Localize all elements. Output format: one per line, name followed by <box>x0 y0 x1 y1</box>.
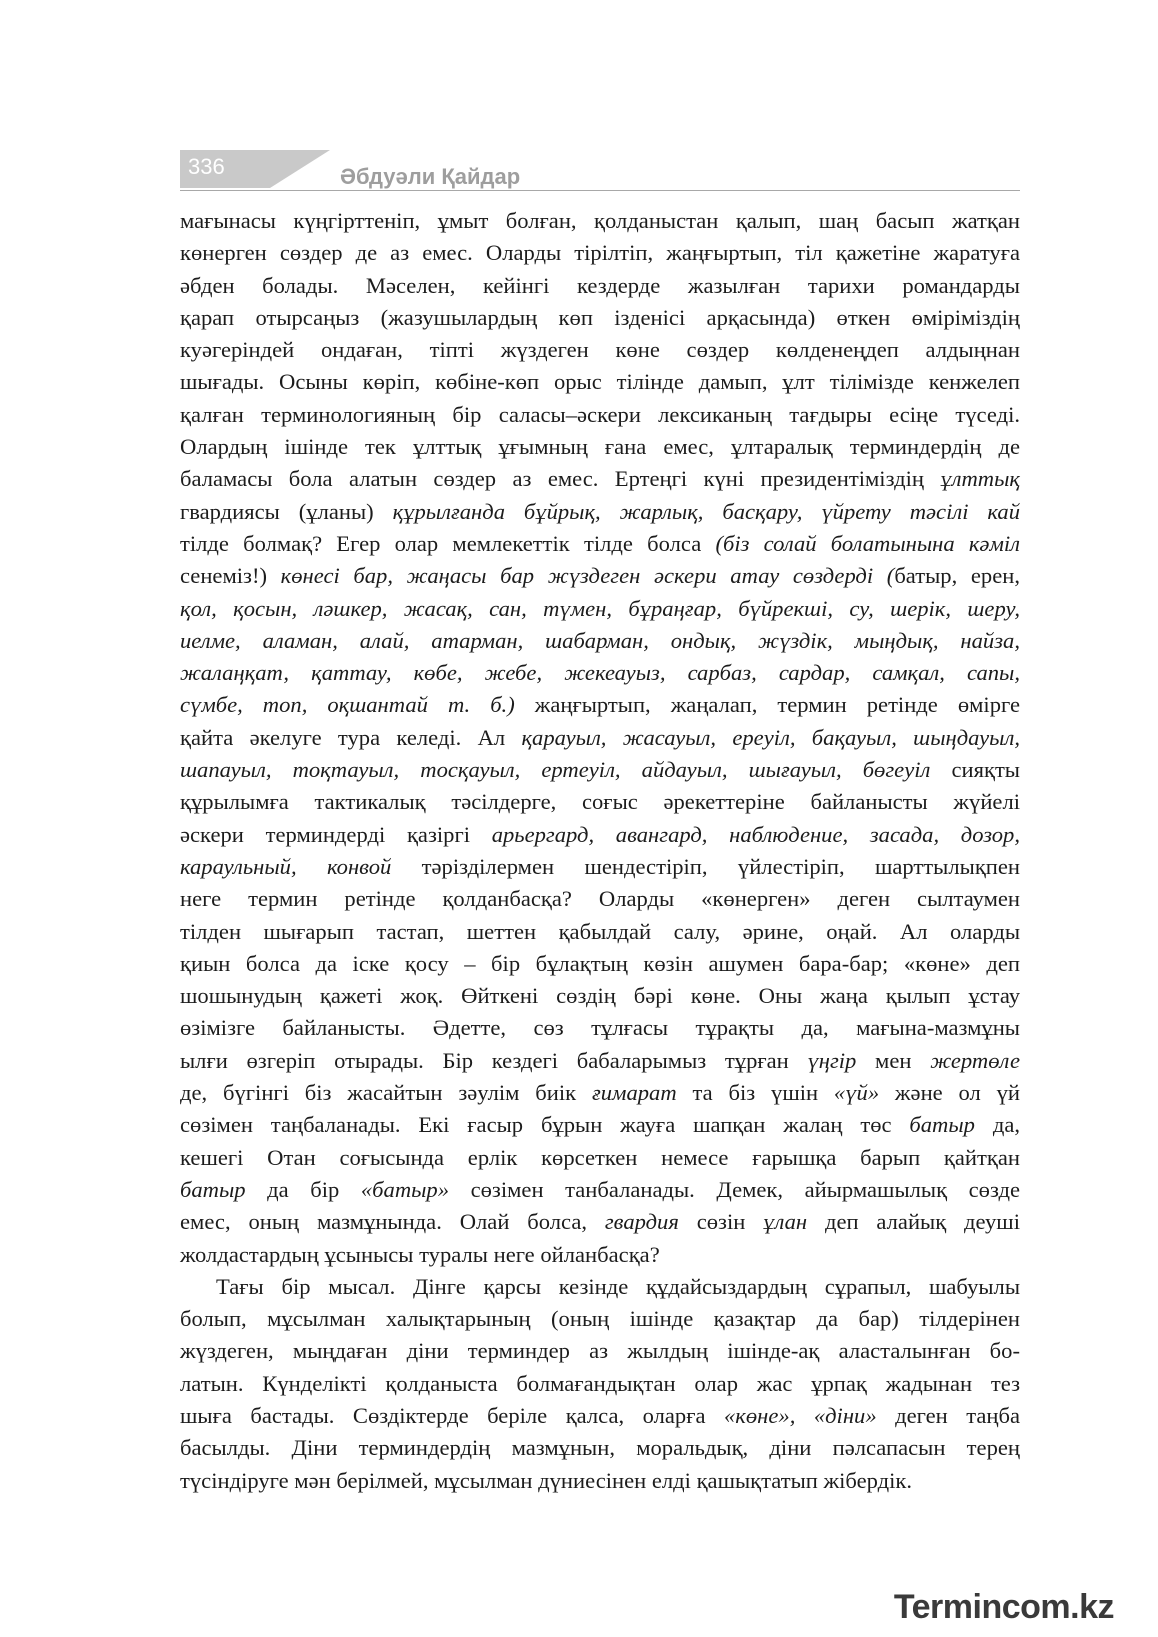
text-segment: сөзімен таңбаланады. Екі ғасыр бұрын жауға шапқан жалаң төс <box>180 1112 910 1138</box>
text-segment: болып, мұсылман халықтарының (оның ішінде қазақтар да бар) тілдерінен <box>180 1306 1020 1332</box>
text-segment: шошынудың қажеті жоқ. Өйткені сөздің бәрі көне. Оны жаңа қылып ұстау <box>180 983 1020 1009</box>
text-line <box>180 237 1020 269</box>
text-segment: өзімізге байланысты. Әдетте, сөз тұлғасы тұрақты да, мағына-мазмұны <box>180 1015 1020 1041</box>
text-line <box>180 1239 1020 1271</box>
text-line <box>180 1012 1020 1044</box>
site-watermark-logo: Termincom.kz <box>893 1588 1114 1626</box>
page-number-tab-slope <box>270 150 330 188</box>
text-line <box>180 270 1020 302</box>
text-segment: Тағы бір мысал. Дінге қарсы кезінде құдайсыздардың сұрапыл, шабуылы <box>216 1273 1020 1299</box>
italic-term: «батыр» <box>360 1176 450 1202</box>
text-line <box>180 1109 1020 1141</box>
text-line <box>180 625 1020 657</box>
text-segment: та біз үшін <box>676 1080 834 1106</box>
italic-term: үңгір <box>807 1047 857 1073</box>
text-line <box>180 1465 1020 1497</box>
body-text <box>180 205 1020 1497</box>
text-line <box>180 689 1020 721</box>
text-line <box>180 722 1020 754</box>
text-line <box>180 786 1020 818</box>
italic-term: қол, қосын, ләшкер, жасақ, сан, түмен, бұраңғар, бүйрекші, су, шерік, шеру, <box>180 595 1020 621</box>
text-segment: да, <box>974 1112 1020 1138</box>
text-segment: тілден шығарып тастап, шеттен қабылдай салу, әрине, оңай. Ал оларды <box>180 918 1020 944</box>
text-line <box>180 528 1020 560</box>
italic-term: ұлттық <box>940 466 1020 492</box>
page-header <box>180 150 1020 198</box>
text-line <box>180 1077 1020 1109</box>
header-divider <box>180 190 1020 191</box>
text-segment: сөзімен танбаланады. Демек, айырмашылық сөзде <box>449 1176 1020 1202</box>
italic-term: (біз солай болатынына кәміл <box>715 530 1020 556</box>
text-line <box>180 1142 1020 1174</box>
italic-term: иелме, аламан, алай, атарман, шабарман, ондық, жүздік, мыңдық, найза, <box>180 627 1020 653</box>
text-segment: мағынасы күңгірттеніп, ұмыт болған, қолданыстан қалып, шаң басып жатқан <box>180 208 1020 233</box>
text-line <box>180 819 1020 851</box>
text-segment: түсіндіруге мән берілмей, мұсылман дүниесінен елді қашықтатып жібердік. <box>180 1467 913 1493</box>
text-line <box>180 1303 1020 1335</box>
text-line <box>180 560 1020 592</box>
text-line <box>180 916 1020 948</box>
text-segment: қайта әкелуге тура келеді. Ал <box>180 724 522 750</box>
text-line <box>180 1206 1020 1238</box>
text-segment: кешегі Отан соғысында ерлік көрсеткен немесе ғарышқа барып қайтқан <box>180 1144 1020 1170</box>
text-segment: жаңғыртып, жаңалап, термин ретінде өмірге <box>514 692 1020 718</box>
text-segment: ылғи өзгеріп отырады. Бір кездегі бабаларымыз тұрған <box>180 1047 808 1073</box>
text-segment: батыр, ерен, <box>894 563 1020 589</box>
italic-term: ғимарат <box>591 1080 677 1106</box>
italic-term: «үй» <box>833 1080 880 1106</box>
text-segment: қарап отырсаңыз (жазушылардың көп ізденісі арқасында) өткен өміріміздің <box>180 304 1020 330</box>
text-segment: мен <box>856 1047 931 1073</box>
text-line <box>180 1174 1020 1206</box>
italic-term: ұлан <box>763 1209 808 1235</box>
text-line <box>180 754 1020 786</box>
text-segment: құрылымға тактикалық тәсілдерге, соғыс әрекеттеріне байланысты жүйелі <box>180 789 1020 815</box>
text-line <box>180 883 1020 915</box>
text-segment: қиын болса да іске қосу – бір бұлақтың көзін ашумен бара-бар; «көне» деп <box>180 950 1020 976</box>
text-line <box>180 1400 1020 1432</box>
italic-term: шапауыл, тоқтауыл, тосқауыл, ертеуіл, айдауыл, шығауыл, бөгеуіл <box>180 757 931 783</box>
text-line <box>180 496 1020 528</box>
italic-term: құрылғанда бұйрық, жарлық, басқару, үйрету тәсілі кай <box>373 498 1020 524</box>
text-segment: жүздеген, мыңдаған діни терминдер аз жылдың ішінде-ақ аласталынған бо- <box>180 1338 1020 1364</box>
text-segment: сияқты <box>930 757 1020 783</box>
text-segment: сенеміз!) <box>180 563 267 589</box>
italic-term: қарауыл, жасауыл, ереуіл, бақауыл, шыңдауыл, <box>521 724 1020 750</box>
text-segment: әскери терминдерді қазіргі <box>180 821 492 847</box>
text-segment: деген таңба <box>876 1402 1020 1428</box>
text-segment: басылды. Діни терминдердің мазмұнын, моральдық, діни пәлсапасын терең <box>180 1435 1020 1461</box>
text-segment: Олардың ішінде тек ұлттық ұғымның ғана емес, ұлтаралық терминдердің де <box>180 434 1020 460</box>
text-segment: және ол үй <box>879 1080 1020 1106</box>
text-line <box>180 431 1020 463</box>
text-line <box>180 980 1020 1012</box>
italic-term: арьергард, авангард, наблюдение, засада, дозор, <box>491 821 1020 847</box>
text-segment: тілде болмақ? Егер олар мемлекеттік тілде болса <box>180 530 716 556</box>
text-line <box>180 302 1020 334</box>
italic-term: караульный, конвой <box>180 853 392 879</box>
text-segment: тәрізділермен шендестіріп, үйлестіріп, шарттылықпен <box>391 853 1021 879</box>
italic-term: жалаңқат, қаттау, көбе, жебе, жекеауыз, сарбаз, сардар, самқал, сапы, <box>180 660 1020 686</box>
text-segment: баламасы бола алатын сөздер аз емес. Ертеңгі күні президентіміздің <box>180 466 941 492</box>
text-segment: гвардиясы (ұланы) <box>180 498 374 524</box>
text-segment: деп алайық деуші <box>807 1209 1020 1235</box>
text-segment: де, бүгінгі біз жасайтын зәулім биік <box>180 1080 592 1106</box>
italic-term: сүмбе, топ, оқшантай т. б.) <box>180 692 515 718</box>
text-segment: куәгеріндей ондаған, тіпті жүздеген көне сөздер көлденеңдеп алдыңнан <box>180 337 1020 363</box>
text-segment: шыға бастады. Сөздіктерде беріле қалса, оларға <box>180 1402 724 1428</box>
italic-term: жертөле <box>930 1047 1020 1073</box>
text-line <box>180 851 1020 883</box>
text-line <box>180 948 1020 980</box>
italic-term: гвардия <box>604 1209 679 1235</box>
text-line <box>180 1432 1020 1464</box>
text-segment: неге термин ретінде қолданбасқа? Оларды «көнерген» деген сылтаумен <box>180 886 1020 912</box>
italic-term: батыр <box>180 1176 246 1202</box>
text-line <box>180 657 1020 689</box>
text-segment: емес, оның мазмұнында. Олай болса, <box>180 1209 605 1235</box>
text-line <box>180 334 1020 366</box>
italic-term: көнесі бар, жаңасы бар жүздеген әскери атау сөздерді ( <box>267 563 895 589</box>
text-segment: шығады. Осыны көріп, көбіне-көп орыс тілінде дамып, ұлт тілімізде кенжелеп <box>180 369 1020 395</box>
text-line <box>180 1335 1020 1367</box>
text-segment: латын. Күнделікті қолданыста болмағандықтан олар жас ұрпақ жадынан тез <box>180 1370 1020 1396</box>
text-line <box>180 1045 1020 1077</box>
text-line <box>180 366 1020 398</box>
italic-term: «көне», «діни» <box>724 1402 877 1428</box>
text-segment: сөзін <box>678 1209 764 1235</box>
page-number: 336 <box>188 154 225 179</box>
text-segment: әбден болады. Мәселен, кейінгі кездерде жазылған тарихи романдарды <box>180 272 1020 298</box>
text-segment: жолдастардың ұсынысы туралы неге ойланбасқа? <box>180 1241 660 1267</box>
text-line <box>180 399 1020 431</box>
text-segment: көнерген сөздер де аз емес. Оларды тірілтіп, жаңғыртып, тіл қажетіне жаратуға <box>180 240 1020 266</box>
text-line <box>180 205 1020 237</box>
running-title-author: Әбдуәли Қайдар <box>340 164 521 189</box>
text-line <box>180 1271 1020 1303</box>
text-segment: қалған терминологияның бір саласы–әскери лексиканың тағдыры есіңе түседі. <box>180 401 1020 427</box>
text-line <box>180 463 1020 495</box>
text-segment: да бір <box>245 1176 361 1202</box>
italic-term: батыр <box>909 1112 975 1138</box>
text-line <box>180 1368 1020 1400</box>
text-line <box>180 593 1020 625</box>
